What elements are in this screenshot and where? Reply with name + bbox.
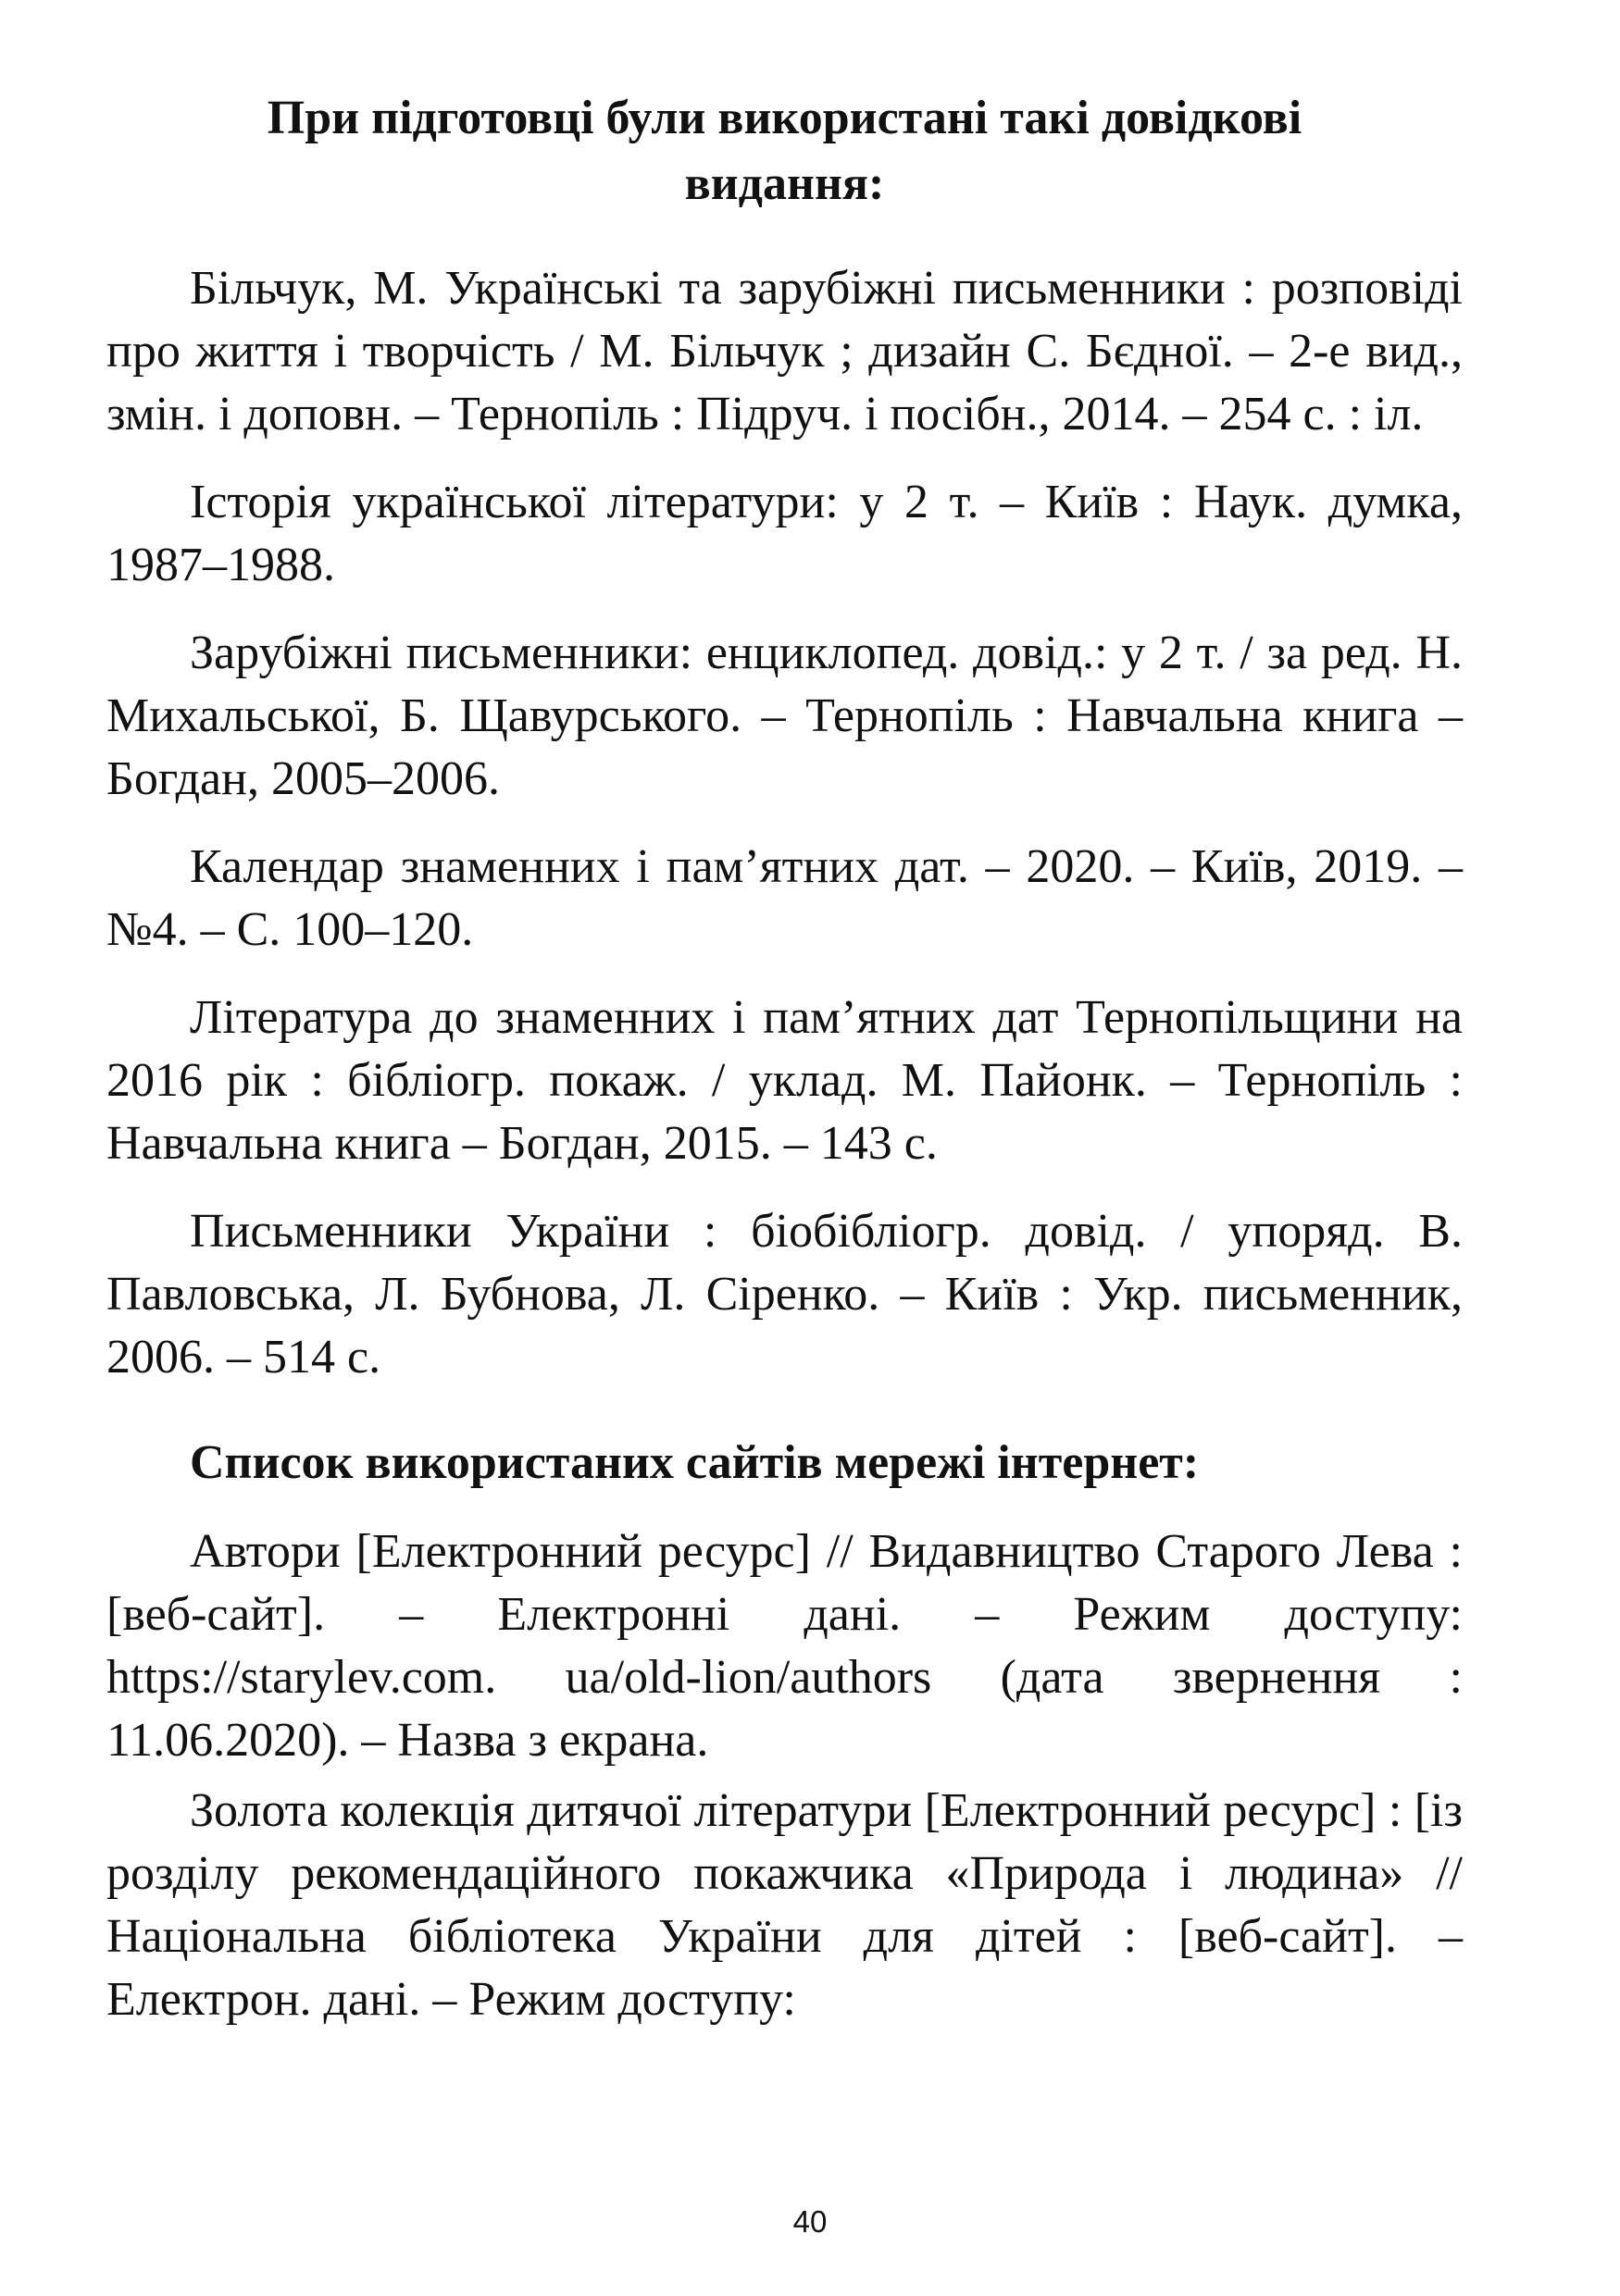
document-page bbox=[106, 85, 1463, 2031]
spacer bbox=[106, 217, 1463, 257]
references-heading: При підготовці були використані такі довідкові видання: bbox=[267, 92, 1302, 210]
reference-entry-1: Більчук, М. Українські та зарубіжні письменники : розповіді про життя і творчість / М. Більчук ; дизайн С. Бєдної. – 2-е вид., змін. і доповн. – Тернопіль : Підруч. і посібн., 2014. – 254 с. : іл. bbox=[106, 262, 1463, 441]
spacer bbox=[106, 1389, 1463, 1430]
reference-entry-5: Література до знаменних і пам’ятних дат Тернопільщини на 2016 рік : бібліогр. покаж. / уклад. М. Пайонк. – Тернопіль : Навчальна книга – Богдан, 2015. – 143 с. bbox=[106, 991, 1463, 1170]
reference-entry-3: Зарубіжні письменники: енциклопед. довід.: у 2 т. / за ред. Н. Михальської, Б. Щавурського. – Тернопіль : Навчальна книга – Богдан, 2005–2006. bbox=[106, 627, 1463, 805]
spacer bbox=[106, 1175, 1463, 1200]
websites-heading: Список використаних сайтів мережі інтернет: bbox=[190, 1436, 1200, 1489]
reference-entry-2: Історія української літератури: у 2 т. – Київ : Наук. думка, 1987–1988. bbox=[106, 476, 1463, 591]
spacer bbox=[106, 1496, 1463, 1520]
spacer bbox=[106, 597, 1463, 622]
spacer bbox=[106, 446, 1463, 471]
spacer bbox=[106, 811, 1463, 836]
spacer bbox=[106, 962, 1463, 987]
website-entry-2: Золота колекція дитячої літератури [Електронний ресурс] : [із розділу рекомендаційного покажчика «Природа і людина» // Національна бібліотека України для дітей : [веб-сайт]. – Електрон. дані. – Режим доступу: bbox=[106, 1784, 1463, 2026]
reference-entry-4: Календар знаменних і пам’ятних дат. – 2020. – Київ, 2019. – №4. – С. 100–120. bbox=[106, 840, 1463, 956]
spacer bbox=[106, 1772, 1463, 1780]
website-entry-1: Автори [Електронний ресурс] // Видавництво Старого Лева : [веб-сайт]. – Електронні дані. – Режим доступу: https://starylev.com. ua/old-lion/authors (дата звернення : 11.06.2020). – Назва з екрана. bbox=[106, 1525, 1463, 1767]
reference-entry-6: Письменники України : біобібліогр. довід. / упоряд. В. Павловська, Л. Бубнова, Л. Сіренко. – Київ : Укр. письменник, 2006. – 514 с. bbox=[106, 1205, 1463, 1384]
page-number: 40 bbox=[792, 2204, 828, 2239]
